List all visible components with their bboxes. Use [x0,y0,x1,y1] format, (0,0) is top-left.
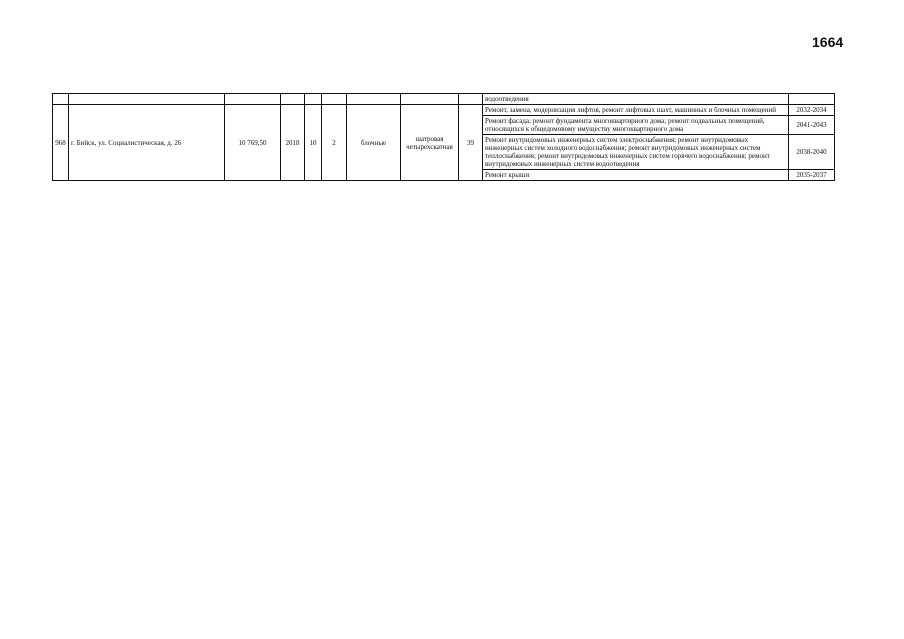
continuation-row [53,94,835,105]
work-description: водоотведения [483,94,789,105]
work-description: Ремонт, замена, модернизация лифтов, ремонт лифтовых шахт, машинных и блочных помещений [483,105,789,116]
table-row [53,105,835,116]
wall-material: блочные [347,105,401,181]
roof-type: шатровая четырехскатная [401,105,459,181]
house-year: 2018 [281,105,305,181]
house-number: 968 [53,105,69,181]
work-description: Ремонт внутридомовых инженерных систем электроснабжения; ремонт внутридомовых инженерных систем холодного водоснабжения; ремонт внутридомовых инженерных систем теплоснабжения; ремонт внутридомовых инженерных систем горячего водоснабжения; ремонт внутридомовых инженерных систем водоотведения [483,135,789,170]
work-description: Ремонт крыши [483,170,789,181]
work-period: 2035-2037 [789,170,835,181]
page-number: 1664 [812,34,844,50]
work-period: 2038-2040 [789,135,835,170]
house-floors: 10 [305,105,322,181]
work-period: 2032-2034 [789,105,835,116]
work-description: Ремонт фасада; ремонт фундамента многоквартирного дома; ремонт подвальных помещений, относящихся к общедомовому имуществу многоквартирного дома [483,116,789,135]
house-entrances: 2 [322,105,347,181]
house-area: 10 769,50 [225,105,281,181]
residents: 39 [459,105,483,181]
house-address: г. Бийск, ул. Социалистическая, д. 26 [69,105,225,181]
capital-repair-table [52,93,835,181]
work-period: 2041-2043 [789,116,835,135]
